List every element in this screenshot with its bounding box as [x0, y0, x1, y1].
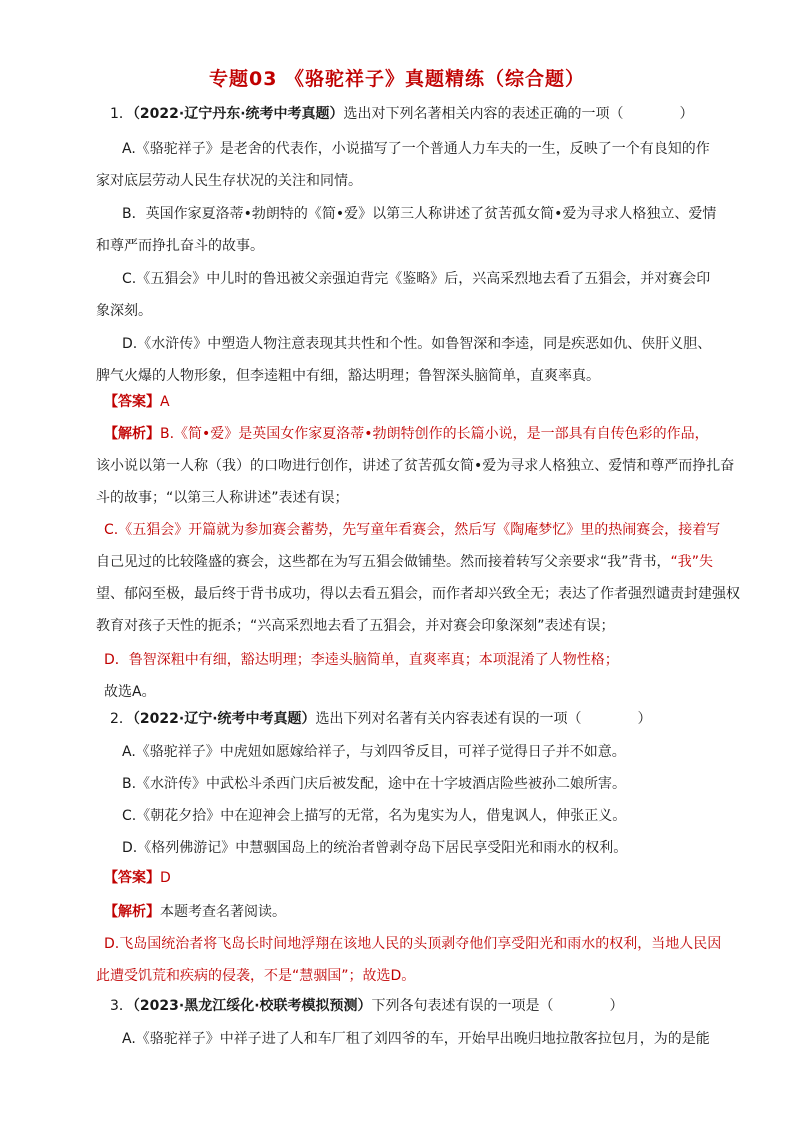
page-title: 专题03 《骆驼祥子》真题精练（综合题）: [208, 68, 586, 90]
analysis-text: B.《简•爱》是英国女作家夏洛蒂•勃朗特创作的长篇小说，是一部具有自传色彩的作品，: [160, 426, 709, 442]
question-1-source: （2022·辽宁丹东·统考中考真题）: [132, 106, 344, 122]
answer-value: A: [160, 394, 170, 410]
question-2-source: （2022·辽宁·统考中考真题）: [132, 711, 316, 727]
answer-value: D: [160, 870, 171, 886]
question-1-analysis-d-line: D．鲁智深粗中有细，豁达明理；李逵头脑简单，直爽率真；本项混淆了人物性格；: [104, 652, 619, 668]
analysis-tag: 【解析】: [104, 904, 160, 920]
question-2-answer: [104, 868, 171, 888]
analysis-c-text: 自己见过的比较隆盛的赛会，这些都在为写五猖会做铺垫。然而接着转写父亲要求“我”背书，: [96, 554, 671, 570]
question-1-option-d-line1: D.《水浒传》中塑造人物注意表现其共性和个性。如鲁智深和李逵，同是疾恶如仇、侠肝义胆、: [122, 336, 712, 352]
question-1-analysis-line2: 该小说以第一人称（我）的口吻进行创作，讲述了贫苦孤女简•爱为寻求人格独立、爱情和尊严而挣扎奋: [96, 458, 735, 474]
question-1-analysis-line3: 斗的故事；“以第三人称讲述”表述有误；: [96, 490, 349, 506]
analysis-tag: 【解析】: [104, 426, 160, 442]
question-1-number: 1．: [110, 106, 133, 122]
question-1-answer: [104, 392, 170, 412]
question-2-analysis-line2: 此遭受饥荒和疾病的侵袭，不是“慧骃国”；故选D。: [96, 968, 416, 984]
question-1-option-c-line1: C.《五猖会》中儿时的鲁迅被父亲强迫背完《鉴略》后，兴高采烈地去看了五猖会，并对赛会印: [122, 271, 711, 287]
question-2-number: 2．: [110, 711, 133, 727]
question-3-option-a-line1: A.《骆驼祥子》中祥子进了人和车厂租了刘四爷的车，开始早出晚归地拉散客拉包月，为的是能: [122, 1031, 710, 1047]
answer-tag: 【答案】: [104, 870, 160, 886]
question-1-analysis-c-line4: 教育对孩子天性的扼杀；“兴高采烈地去看了五猖会，并对赛会印象深刻”表述有误；: [96, 618, 615, 634]
question-3-stem: 下列各句表述有误的一项是（ ）: [371, 998, 624, 1014]
question-1-option-a-line1: A.《骆驼祥子》是老舍的代表作，小说描写了一个普通人力车夫的一生，反映了一个有良知的作: [122, 141, 710, 157]
question-2-header: [110, 709, 652, 729]
question-1-option-c-line2: 象深刻。: [96, 303, 152, 319]
question-2-analysis-line1: D.飞岛国统治者将飞岛长时间地浮翔在该地人民的头顶剥夺他们享受阳光和雨水的权利，当地人民因: [104, 936, 722, 952]
question-2-option-b: B.《水浒传》中武松斗杀西门庆后被发配，途中在十字坡酒店险些被孙二娘所害。: [122, 776, 627, 792]
question-1-analysis-line1: [104, 424, 709, 444]
question-3-header: [110, 996, 624, 1016]
question-1-option-a-line2: 家对底层劳动人民生存状况的关注和同情。: [96, 173, 362, 189]
analysis-text: 本题考查名著阅读。: [160, 904, 286, 920]
question-1-option-b-line2: 和尊严而挣扎奋斗的故事。: [96, 238, 264, 254]
question-1-analysis-c-line2: [96, 552, 713, 572]
question-2-stem: 选出下列对名著有关内容表述有误的一项（ ）: [315, 711, 652, 727]
question-1-option-b-line1: B．英国作家夏洛蒂•勃朗特的《简•爱》以第三人称讲述了贫苦孤女简•爱为寻求人格独立、爱情: [122, 206, 717, 222]
question-3-source: （2023·黑龙江绥化·校联考模拟预测）: [132, 998, 372, 1014]
question-1-analysis-c-line1: C.《五猖会》开篇就为参加赛会蓄势，先写童年看赛会，然后写《陶庵梦忆》里的热闹赛会，接着写: [104, 522, 721, 538]
question-2-analysis: [104, 902, 286, 922]
question-1-option-d-line2: 脾气火爆的人物形象，但李逵粗中有细，豁达明理；鲁智深头脑简单，直爽率真。: [96, 368, 600, 384]
question-1-header: [110, 104, 694, 124]
question-1-stem: 选出对下列名著相关内容的表述正确的一项（ ）: [343, 106, 694, 122]
question-1-analysis-c-line3: 望、郁闷至极，最后终于背书成功，得以去看五猖会，而作者却兴致全无；表达了作者强烈谴责封建强权: [96, 586, 740, 602]
question-2-option-c: C.《朝花夕拾》中在迎神会上描写的无常，名为鬼实为人，借鬼讽人，伸张正义。: [122, 808, 627, 824]
question-1-conclusion: 故选A。: [104, 684, 156, 700]
answer-tag: 【答案】: [104, 394, 160, 410]
question-2-option-a: A.《骆驼祥子》中虎妞如愿嫁给祥子，与刘四爷反目，可祥子觉得日子并不如意。: [122, 744, 626, 760]
analysis-c-text-red: “我”失: [670, 554, 714, 570]
question-2-option-d: D.《格列佛游记》中慧骃国岛上的统治者曾剥夺岛下居民享受阳光和雨水的权利。: [122, 840, 628, 856]
question-3-number: 3．: [110, 998, 133, 1014]
